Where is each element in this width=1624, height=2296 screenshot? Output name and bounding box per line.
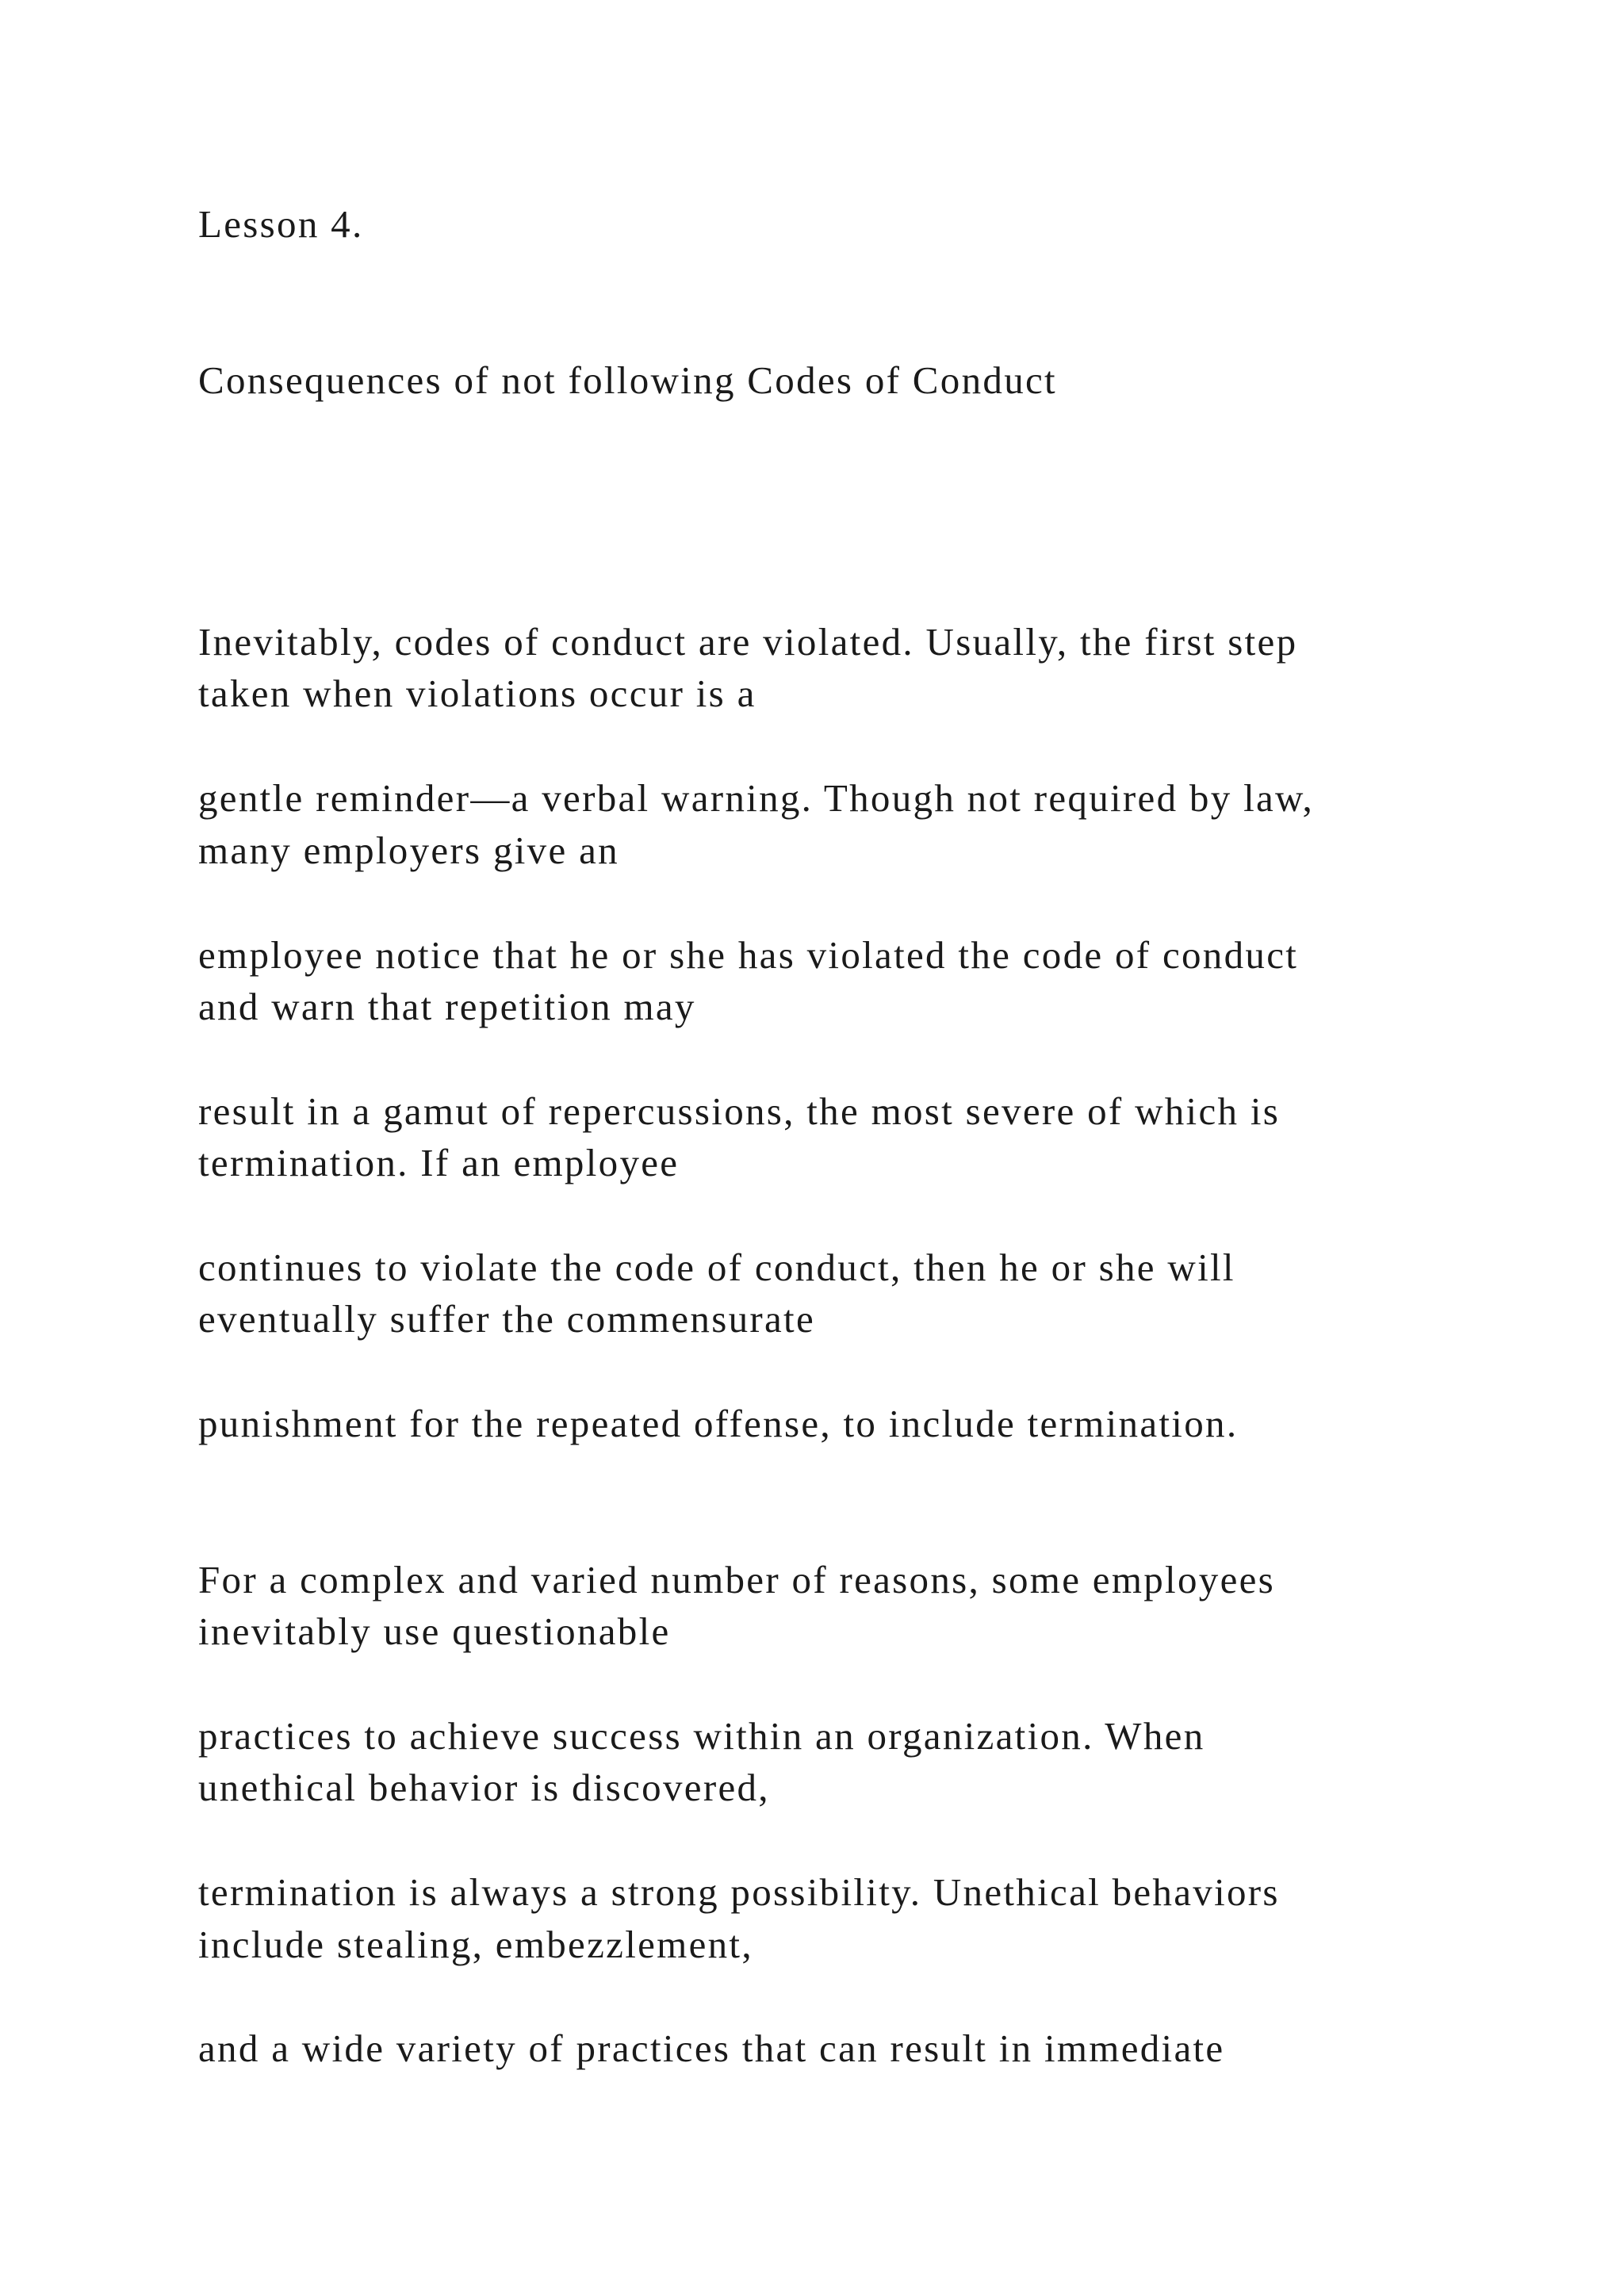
- paragraph-line: include stealing, embezzlement,: [198, 1923, 753, 1966]
- paragraph-line: and warn that repetition may: [198, 985, 696, 1028]
- paragraph-line: termination. If an employee: [198, 1141, 680, 1184]
- paragraph-line: eventually suffer the commensurate: [198, 1297, 816, 1341]
- paragraph-line: termination is always a strong possibility. Unethical behaviors: [198, 1870, 1280, 1914]
- paragraph-line: punishment for the repeated offense, to include termination.: [198, 1402, 1239, 1445]
- paragraph-line: continues to violate the code of conduct, then he or she will: [198, 1246, 1235, 1289]
- paragraph-line: gentle reminder—a verbal warning. Though not required by law,: [198, 776, 1315, 820]
- paragraph-line: unethical behavior is discovered,: [198, 1766, 770, 1809]
- paragraph-line: employee notice that he or she has violated the code of conduct: [198, 933, 1299, 977]
- paragraph-line: many employers give an: [198, 828, 619, 872]
- paragraph-line: inevitably use questionable: [198, 1609, 671, 1653]
- paragraph-line: Inevitably, codes of conduct are violated. Usually, the first step: [198, 620, 1298, 664]
- paragraph-line: taken when violations occur is a: [198, 672, 756, 715]
- paragraph-line: practices to achieve success within an organization. When: [198, 1714, 1205, 1758]
- paragraph-line: and a wide variety of practices that can result in immediate: [198, 2026, 1225, 2070]
- lesson-heading: Lesson 4.: [198, 202, 364, 246]
- paragraph-line: result in a gamut of repercussions, the most severe of which is: [198, 1089, 1281, 1133]
- document-title: Consequences of not following Codes of Conduct: [198, 358, 1057, 402]
- paragraph-line: For a complex and varied number of reasons, some employees: [198, 1558, 1276, 1601]
